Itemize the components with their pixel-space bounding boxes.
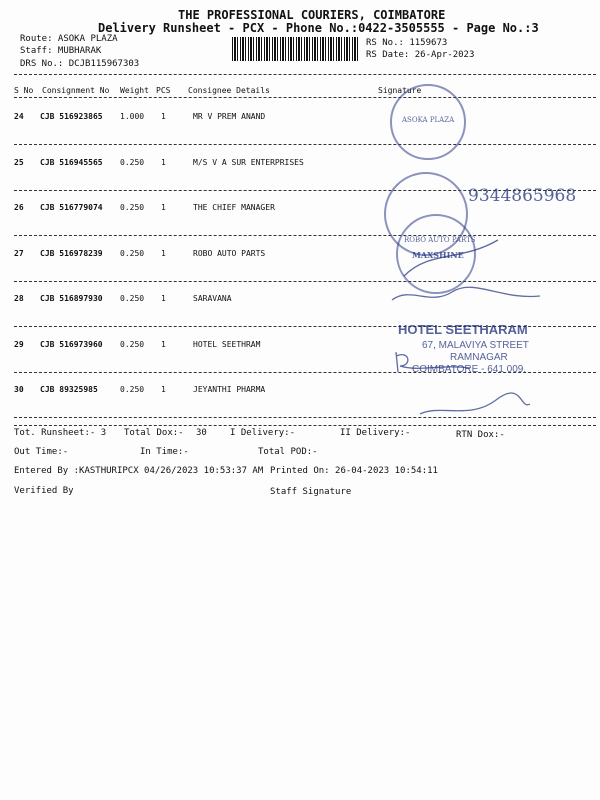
ii-delivery: II Delivery:- bbox=[340, 428, 411, 438]
row-sno: 30 bbox=[14, 385, 24, 394]
row-weight: 0.250 bbox=[120, 294, 145, 303]
row-weight: 0.250 bbox=[120, 203, 145, 212]
route-label: Route: ASOKA PLAZA bbox=[20, 34, 118, 44]
row-weight: 1.000 bbox=[120, 112, 145, 121]
row-consignee: JEYANTHI PHARMA bbox=[193, 385, 266, 394]
drs-number: DRS No.: DCJB115967303 bbox=[20, 59, 140, 69]
row-sno: 26 bbox=[14, 203, 24, 212]
verified-by: Verified By bbox=[14, 486, 74, 496]
hotel-stamp-name: HOTEL SEETHARAM bbox=[398, 322, 528, 337]
row-sno: 24 bbox=[14, 112, 24, 121]
row-consignment: CJB 89325985 bbox=[40, 385, 98, 394]
robo-stamp-text: ROBO AUTO PARTS bbox=[404, 236, 476, 244]
row-pcs: 1 bbox=[161, 294, 166, 303]
row-weight: 0.250 bbox=[120, 157, 145, 167]
row-sno: 27 bbox=[14, 248, 24, 258]
row-consignee: ROBO AUTO PARTS bbox=[193, 248, 266, 258]
row-consignment: CJB 516897930 bbox=[40, 294, 103, 303]
row-pcs: 1 bbox=[161, 203, 166, 212]
col-signature: Signature bbox=[378, 86, 422, 95]
rs-number: RS No.: 1159673 bbox=[366, 38, 448, 48]
maxshine-stamp-text: MAXSHINE bbox=[412, 250, 464, 260]
handwritten-phone: 9344865968 bbox=[468, 186, 577, 206]
col-weight: Weight bbox=[120, 86, 149, 95]
company-title: THE PROFESSIONAL COURIERS, COIMBATORE bbox=[178, 8, 446, 22]
row-consignment: CJB 516973960 bbox=[40, 339, 103, 349]
row-pcs: 1 bbox=[161, 112, 166, 121]
total-pod: Total POD:- bbox=[258, 447, 318, 457]
row-sno: 29 bbox=[14, 339, 24, 349]
hotel-stamp-city: COIMBATORE - 641 009. bbox=[412, 364, 527, 375]
row-weight: 0.250 bbox=[120, 385, 145, 394]
row-sno: 25 bbox=[14, 157, 24, 167]
total-dox-value: 30 bbox=[196, 428, 207, 438]
col-consignment: Consignment No bbox=[42, 86, 110, 95]
entered-by: Entered By :KASTHURIPCX 04/26/2023 10:53:37 AM bbox=[14, 466, 264, 476]
row-consignee: MR V PREM ANAND bbox=[193, 112, 266, 121]
hotel-stamp-area: RAMNAGAR bbox=[450, 352, 508, 363]
i-delivery: I Delivery:- bbox=[230, 428, 296, 438]
row-pcs: 1 bbox=[161, 339, 166, 349]
total-dox-label: Total Dox:- bbox=[124, 428, 184, 438]
col-pcs: PCS bbox=[156, 86, 171, 95]
col-sno: S No bbox=[14, 86, 34, 95]
total-runsheet: Tot. Runsheet:- 3 bbox=[14, 428, 107, 438]
col-consignee: Consignee Details bbox=[188, 86, 270, 95]
row-consignee: M/S V A SUR ENTERPRISES bbox=[193, 157, 304, 167]
row-consignment: CJB 516779074 bbox=[40, 203, 103, 212]
row-consignee: HOTEL SEETHRAM bbox=[193, 339, 261, 349]
row-sno: 28 bbox=[14, 294, 24, 303]
row-consignment: CJB 516945565 bbox=[40, 157, 103, 167]
staff-label: Staff: MUBHARAK bbox=[20, 46, 102, 56]
row-consignee: SARAVANA bbox=[193, 294, 232, 303]
hotel-stamp-address: 67, MALAVIYA STREET bbox=[422, 340, 529, 351]
row-weight: 0.250 bbox=[120, 248, 145, 258]
staff-signature: Staff Signature bbox=[270, 487, 352, 497]
row-pcs: 1 bbox=[161, 248, 166, 258]
asoka-stamp-text: ASOKA PLAZA bbox=[402, 116, 455, 124]
row-consignment: CJB 516978239 bbox=[40, 248, 103, 258]
runsheet-heading: Delivery Runsheet - PCX - Phone No.:0422-3505555 - Page No.:3 bbox=[98, 21, 539, 35]
row-pcs: 1 bbox=[161, 157, 166, 167]
in-time: In Time:- bbox=[140, 447, 189, 457]
row-consignment: CJB 516923865 bbox=[40, 112, 103, 121]
row-pcs: 1 bbox=[161, 385, 166, 394]
printed-on: Printed On: 26-04-2023 10:54:11 bbox=[270, 466, 438, 476]
row-consignee: THE CHIEF MANAGER bbox=[193, 203, 275, 212]
rs-date: RS Date: 26-Apr-2023 bbox=[366, 50, 475, 60]
out-time: Out Time:- bbox=[14, 447, 69, 457]
rtn-dox: RTN Dox:- bbox=[456, 430, 505, 440]
row-weight: 0.250 bbox=[120, 339, 145, 349]
